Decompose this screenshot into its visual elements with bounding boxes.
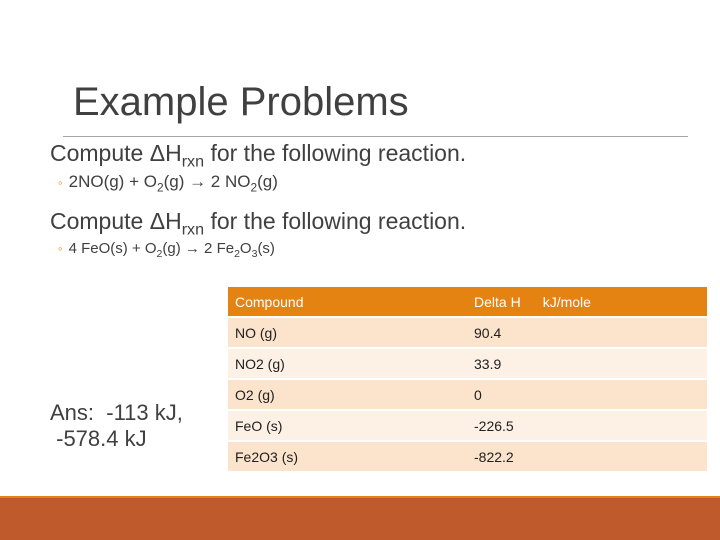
problem-1-prompt-pre: Compute (50, 140, 150, 166)
problem-1-delta: ΔH (149, 140, 182, 166)
row-value: 33.9 (474, 355, 502, 372)
bullet-icon: ◦ (58, 241, 63, 256)
row-value: 0 (474, 386, 482, 403)
arrow-icon: → (184, 240, 200, 257)
eq1-sub-a: 2 (156, 180, 164, 195)
row-compound: FeO (s) (235, 417, 283, 434)
problem-2-equation (58, 240, 275, 260)
header-delta: Delta H (474, 293, 521, 310)
row-value: -822.2 (474, 448, 514, 465)
row-compound: NO (g) (235, 324, 277, 341)
problem-2-prompt-pre: Compute (50, 208, 150, 234)
row-compound: NO2 (g) (235, 355, 285, 372)
row-value: 90.4 (474, 324, 502, 341)
problem-1-prompt-post: for the following reaction. (204, 140, 467, 166)
problem-2-prompt (50, 208, 466, 240)
eq1-part-c: 2 NO (206, 172, 251, 191)
eq2-part-a: 4 FeO(s) + O (68, 240, 157, 257)
answer-line-2: -578.4 kJ (50, 426, 147, 451)
eq1-part-a: 2NO(g) + O (68, 172, 157, 191)
eq1-part-d: (g) (257, 172, 278, 191)
problem-2-prompt-post: for the following reaction. (204, 208, 467, 234)
table-row (228, 349, 707, 378)
problem-1-delta-sub: rxn (181, 152, 205, 171)
eq2-part-d: (s) (257, 240, 275, 257)
bullet-icon: ◦ (58, 175, 63, 190)
eq2-sub-c: 2 (234, 248, 240, 260)
header-compound: Compound (235, 293, 304, 310)
header-delta-cell (467, 294, 707, 310)
table-row (228, 442, 707, 471)
answer-line-1: Ans: -113 kJ, (50, 400, 183, 425)
problem-2-delta-sub: rxn (181, 220, 205, 239)
table-row (228, 380, 707, 409)
eq2-sub-c2: 3 (251, 248, 258, 260)
eq2-part-c2: O (239, 240, 252, 257)
slide-title: Example Problems (73, 80, 409, 124)
enthalpy-table (228, 287, 707, 473)
eq2-sub-a: 2 (156, 248, 163, 260)
row-value: -226.5 (474, 417, 514, 434)
arrow-icon: → (189, 172, 207, 191)
table-row (228, 411, 707, 440)
eq1-part-b: (g) (163, 172, 190, 191)
row-compound: O2 (g) (235, 386, 275, 403)
row-compound: Fe2O3 (s) (235, 448, 299, 465)
problem-1-equation (58, 172, 278, 194)
title-divider (63, 136, 688, 137)
eq1-sub-c: 2 (250, 180, 258, 195)
problem-1-prompt (50, 140, 466, 172)
header-unit: kJ/mole (542, 293, 591, 310)
table-header-row (228, 287, 707, 316)
problem-2-delta: ΔH (149, 208, 182, 234)
eq2-part-c: 2 Fe (199, 240, 235, 257)
eq2-part-b: (g) (162, 240, 185, 257)
footer-bar (0, 498, 720, 540)
answer-text (50, 400, 183, 452)
table-row (228, 318, 707, 347)
